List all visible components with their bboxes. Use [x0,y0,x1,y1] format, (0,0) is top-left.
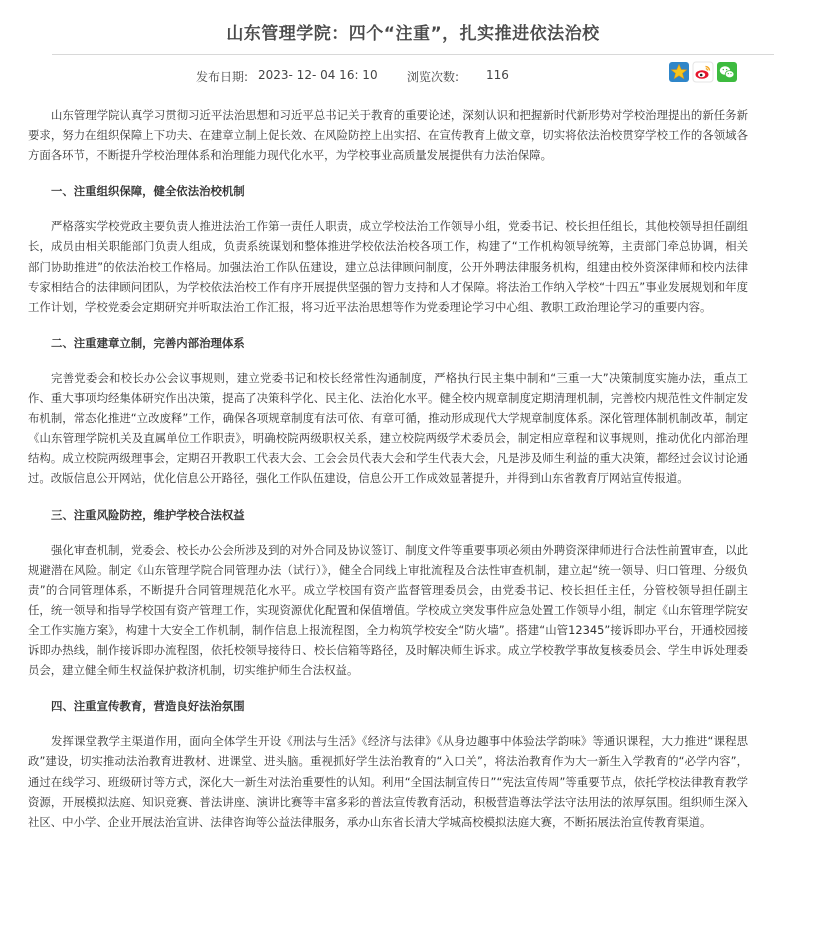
section-paragraph: 发挥课堂教学主渠道作用，面向全体学生开设《刑法与生活》《经济与法律》《从身边趣事中体验法学韵味》等通识课程，大力推进“课程思政”建设，切实推动法治教育进教材、进课堂、进头脑。重视抓好学生法治教育的“入口关”，将法治教育作为大一新生入学教育的“必学内容”，通过在线学习、班级研讨等方式，深化大一新生对法治重要性的认知。利用“全国法制宣传日”“宪法宣传周”等重要节点，依托学校法律教育教学资源，开展模拟法庭、知识竞赛、普法讲座、演讲比赛等丰富多彩的普法宣传教育活动，积极营造尊法学法守法用法的浓厚氛围。组织师生深入社区、中小学、企业开展法治宣讲、法律咨询等公益法律服务，承办山东省长清大学城高校模拟法庭大赛，不断拓展法治宣传教育渠道。 [28,734,748,829]
page-title: 山东管理学院：四个“注重”，扎实推进依法治校 [226,24,600,44]
favorite-icon [668,61,690,83]
section-paragraph: 完善党委会和校长办公会议事规则，建立党委书记和校长经常性沟通制度，严格执行民主集中制和“三重一大”决策制度实施办法，重点工作、重大事项均经集体研究作出决策，提高了决策科学化、民主化、法治化水平。健全校内规章制度定期清理机制，完善校内规范性文件制定发布机制，常态化推进“立改废释”工作，确保各项规章制度有法可依、有章可循，推动形成现代大学规章制度体系。深化管理体制机制改革，制定《山东管理学院机关及直属单位工作职责》，明确校院两级职权关系，建立校院两级学术委员会，制定相应章程和议事规则，推动优化内部治理结构。成立校院两级理事会，定期召开教职工代表大会、工会会员代表大会和学生代表大会，凡是涉及师生利益的重大决策，都经过会议讨论通过。改版信息公开网站，优化信息公开路径，强化工作队伍建设，信息公开工作成效显著提升，并得到山东省教育厅网站宣传报道。 [28,370,748,486]
article-meta [52,55,774,91]
share-weibo-button[interactable] [692,61,714,83]
section-paragraph: 强化审查机制，党委会、校长办公会所涉及到的对外合同及协议签订、制度文件等重要事项必须由外聘资深律师进行合法性前置审查，以此规避潜在风险。制定《山东管理学院合同管理办法（试行）》，健全合同线上审批流程及合法性审查机制，建立起“统一领导、归口管理、分级负责”的合同管理体系，不断提升合同管理规范化水平。成立学校国有资产监督管理委员会，由党委书记、校长担任主任，分管校领导担任副主任，统一领导和指导学校国有资产管理工作，实现资源优化配置和保值增值。学校成立突发事件应急处置工作领导小组，制定《山东管理学院安全工作实施方案》，构建十大安全工作机制，制作信息上报流程图，全力构筑学校安全“防火墙”。搭建“山管12345”接诉即办平台，开通校园接诉即办热线，制作接诉即办流程图，依托校领导接待日、校长信箱等路径，及时解决师生诉求。成立学校教学事故复核委员会、学生申诉处理委员会，建立健全师生权益保护救济机制，切实维护师生合法权益。 [28,542,748,678]
share-favorite-button[interactable] [668,61,690,83]
section-heading: 三、注重风险防控，维护学校合法权益 [51,507,245,522]
share-wechat-button[interactable] [716,61,738,83]
section-heading: 一、注重组织保障，健全依法治校机制 [51,184,245,199]
share-buttons [668,61,738,83]
wechat-icon [716,61,738,83]
section-heading: 四、注重宣传教育，营造良好法治氛围 [51,699,245,714]
weibo-icon [692,61,714,83]
view-count-value: 116 [486,68,509,82]
section-paragraph: 严格落实学校党政主要负责人推进法治工作第一责任人职责，成立学校法治工作领导小组，党委书记、校长担任组长，其他校领导担任副组长，成员由相关职能部门负责人组成，负责系统谋划和整体推进学校依法治校各项工作，构建了“工作机构领导统筹，主责部门牵总协调，相关部门协助推进”的依法治校工作格局。加强法治工作队伍建设，建立总法律顾问制度，公开外聘法律服务机构，组建由校外资深律师和校内法律专家相结合的法律顾问团队，为学校依法治校工作有序开展提供坚强的智力支持和人才保障。将法治工作纳入学校“十四五”事业发展规划和年度工作计划，学校党委会定期研究并听取法治工作汇报，将习近平法治思想等作为党委理论学习中心组、教职工政治理论学习的重要内容。 [28,219,748,314]
publish-date-label: 发布日期: [196,70,249,84]
intro-paragraph: 山东管理学院认真学习贯彻习近平法治思想和习近平总书记关于教育的重要论述，深刻认识和把握新时代新形势对学校治理提出的新任务新要求，努力在组织保障上下功夫、在建章立制上促长效、在风险防控上出实招、在宣传教育上做文章，切实将依法治校贯穿学校工作的各领域各方面各环节，不断提升学校治理体系和治理能力现代化水平，为学校事业高质量发展提供有力法治保障。 [28,108,748,163]
article-body [28,105,748,832]
section-heading: 二、注重建章立制，完善内部治理体系 [51,335,245,350]
publish-date-value: 2023- 12- 04 16: 10 [258,68,378,82]
view-count-label: 浏览次数: [407,70,460,84]
article [52,0,774,91]
